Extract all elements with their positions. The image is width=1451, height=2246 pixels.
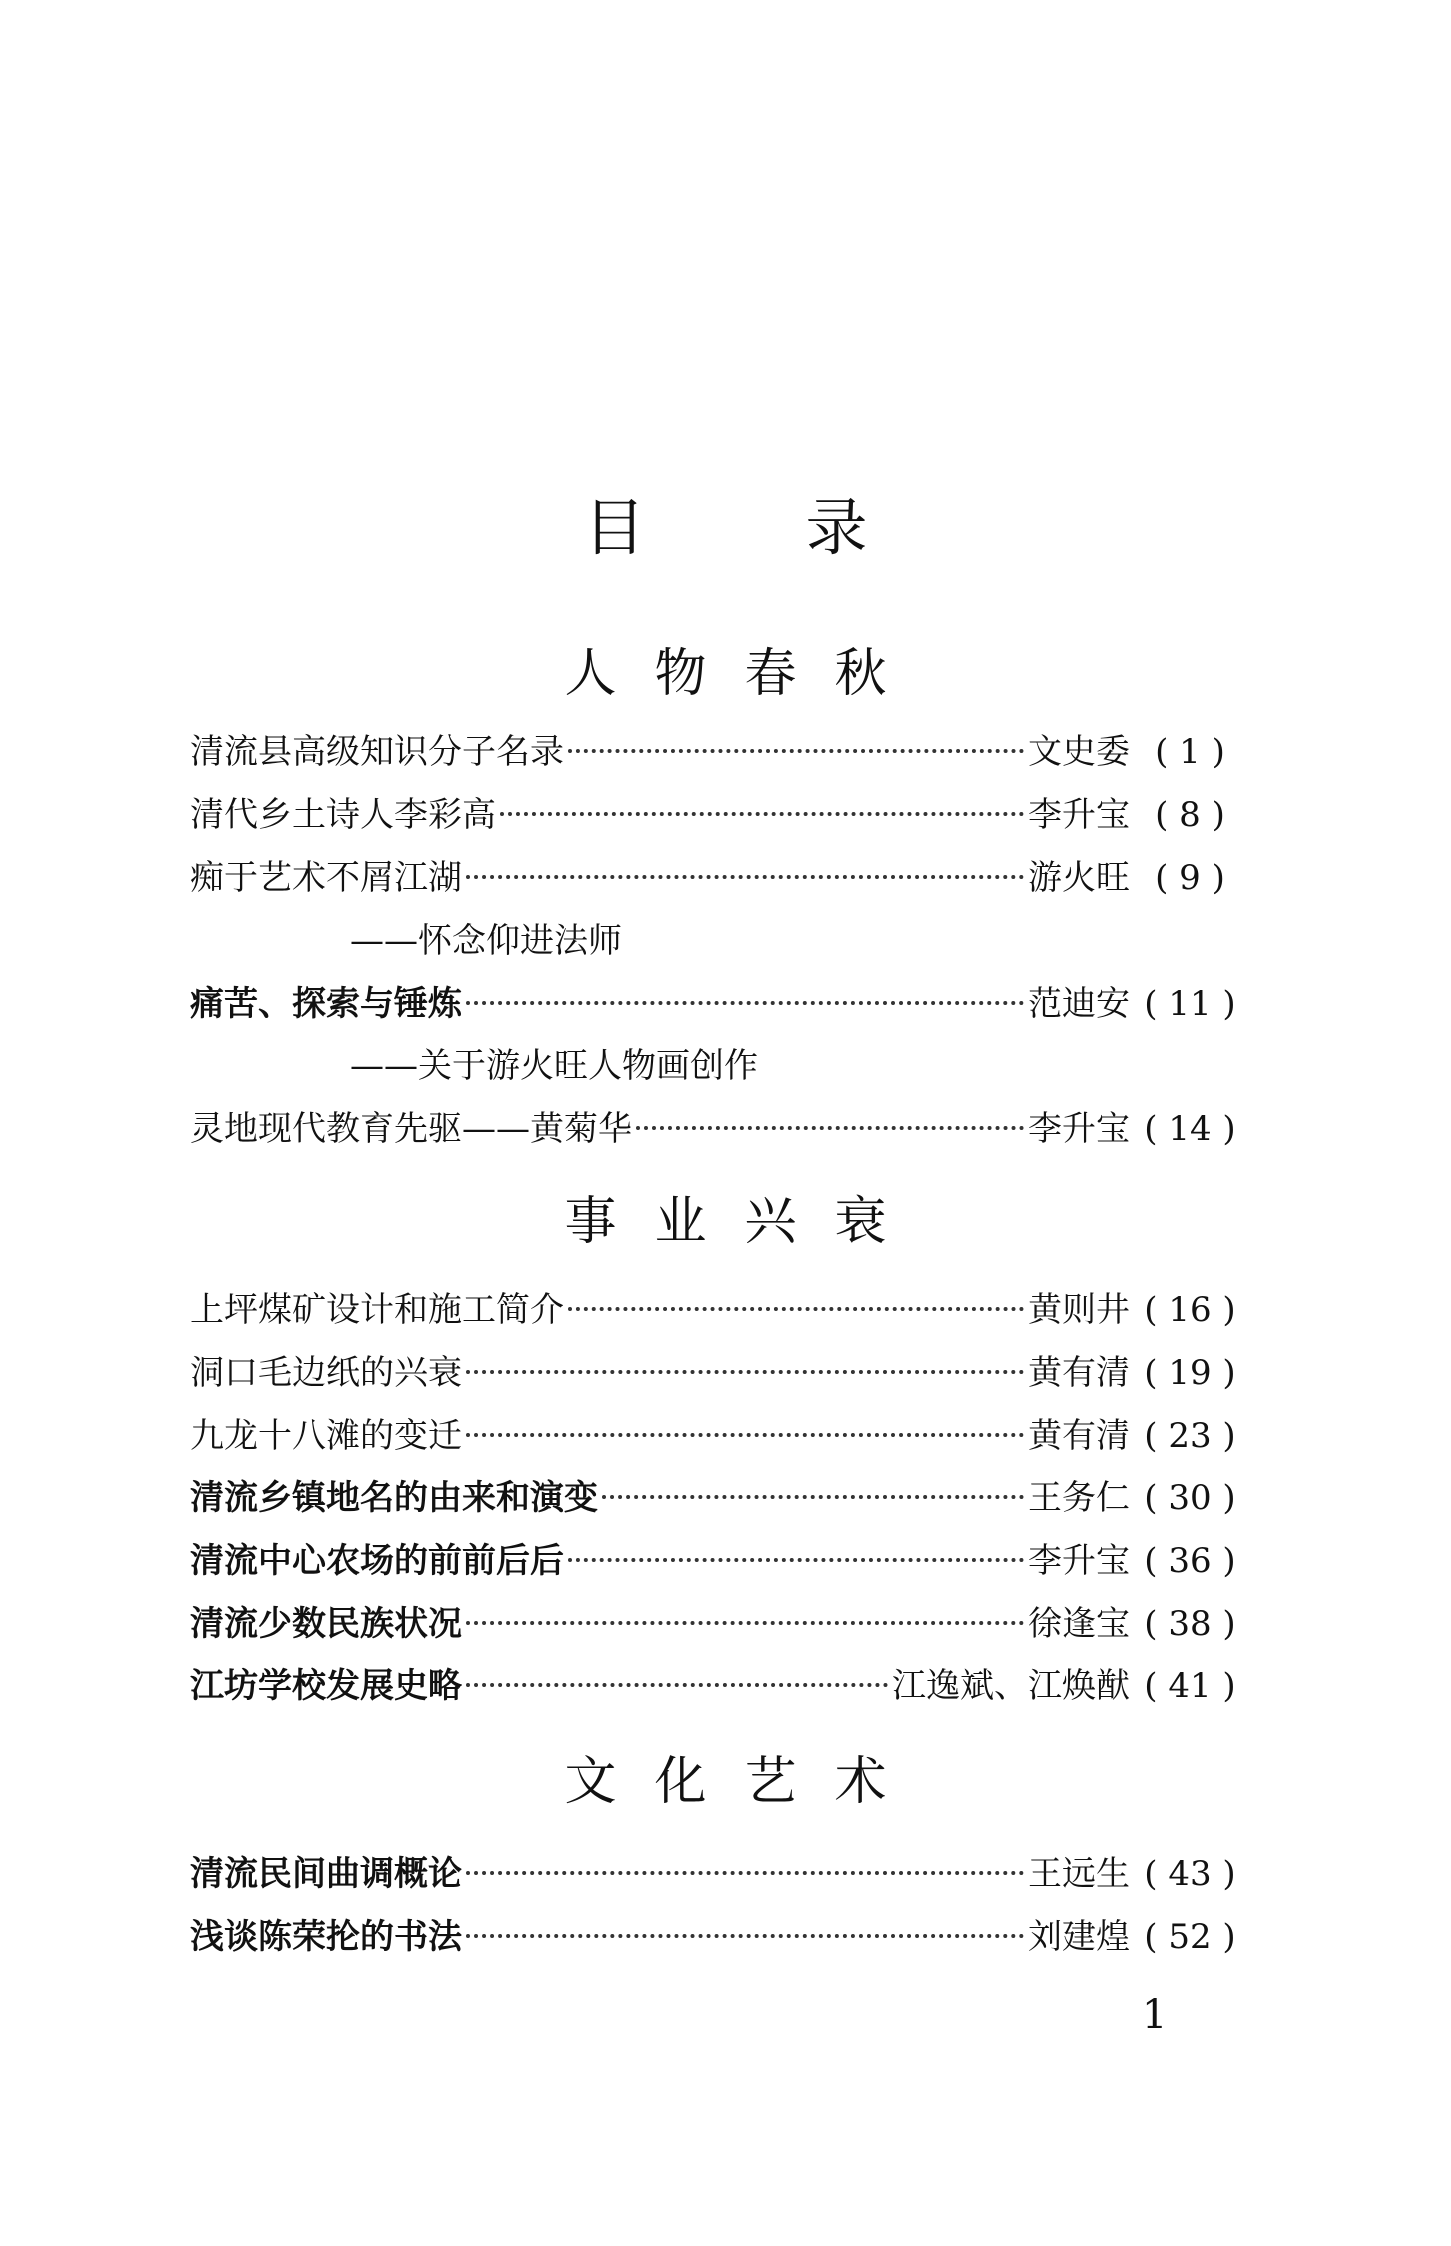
toc-entry[interactable] [190, 726, 1250, 778]
entry-author: 黄有清 [1028, 1416, 1130, 1456]
toc-entry[interactable] [190, 1660, 1250, 1712]
entry-page: ( 23 ) [1144, 1416, 1236, 1456]
entry-title: 清流县高级知识分子名录 [190, 732, 564, 772]
leader-dots [636, 1126, 1024, 1130]
toc-entry[interactable] [190, 1535, 1250, 1587]
toc-entry[interactable] [190, 789, 1250, 841]
entry-page: ( 14 ) [1144, 1109, 1236, 1149]
toc-entry[interactable] [190, 1848, 1250, 1900]
leader-dots [602, 1495, 1024, 1499]
entry-page: ( 36 ) [1144, 1541, 1236, 1581]
toc-entry[interactable] [190, 1911, 1250, 1963]
leader-dots [466, 875, 1024, 879]
toc-entry[interactable] [190, 1103, 1250, 1155]
entry-page: ( 19 ) [1144, 1353, 1236, 1393]
leader-dots [466, 1683, 888, 1687]
entry-title: 痴于艺术不屑江湖 [190, 858, 462, 898]
entry-author: 李升宝 [1028, 795, 1130, 835]
toc-entry[interactable] [190, 1284, 1250, 1336]
entry-subtitle: ——怀念仰进法师 [350, 921, 622, 961]
entry-title: 清流民间曲调概论 [190, 1854, 462, 1894]
entry-author: 黄则井 [1028, 1290, 1130, 1330]
entry-title: 清流少数民族状况 [190, 1604, 462, 1644]
leader-dots [568, 749, 1024, 753]
leader-dots [466, 1621, 1024, 1625]
entry-author: 范迪安 [1028, 984, 1130, 1024]
entry-author: 刘建煌 [1028, 1917, 1130, 1957]
entry-author: 文史委 [1028, 732, 1130, 772]
entry-page: ( 41 ) [1144, 1666, 1236, 1706]
toc-entry[interactable] [190, 1472, 1250, 1524]
entry-title: 九龙十八滩的变迁 [190, 1416, 462, 1456]
page-number: 1 [1142, 1992, 1168, 2038]
entry-page: ( 9 ) [1155, 858, 1225, 898]
page-title: 目录 [583, 490, 1028, 564]
leader-dots [568, 1558, 1024, 1562]
entry-page: ( 43 ) [1144, 1854, 1236, 1894]
entry-page: ( 52 ) [1144, 1917, 1236, 1957]
entry-title: 洞口毛边纸的兴衰 [190, 1353, 462, 1393]
entry-author: 江逸斌、江焕猷 [892, 1666, 1130, 1706]
leader-dots [466, 1370, 1024, 1374]
section-heading: 文化艺术 [564, 1752, 925, 1812]
leader-dots [466, 1934, 1024, 1938]
entry-title: 灵地现代教育先驱——黄菊华 [190, 1109, 632, 1149]
entry-author: 李升宝 [1028, 1109, 1130, 1149]
entry-title: 痛苦、探索与锤炼 [190, 984, 462, 1024]
entry-title: 清流乡镇地名的由来和演变 [190, 1478, 598, 1518]
entry-title: 清代乡土诗人李彩高 [190, 795, 496, 835]
toc-entry[interactable] [190, 1598, 1250, 1650]
leader-dots [466, 1433, 1024, 1437]
entry-page: ( 11 ) [1144, 984, 1236, 1024]
toc-entry[interactable] [190, 1410, 1250, 1462]
entry-author: 王务仁 [1028, 1478, 1130, 1518]
leader-dots [466, 1871, 1024, 1875]
entry-page: ( 16 ) [1144, 1290, 1236, 1330]
entry-author: 王远生 [1028, 1854, 1130, 1894]
entry-page: ( 8 ) [1155, 795, 1225, 835]
entry-page: ( 38 ) [1144, 1604, 1236, 1644]
toc-entry[interactable] [190, 1347, 1250, 1399]
leader-dots [568, 1307, 1024, 1311]
entry-title: 浅谈陈荣抡的书法 [190, 1917, 462, 1957]
entry-page: ( 30 ) [1144, 1478, 1236, 1518]
leader-dots [466, 1001, 1024, 1005]
entry-title: 清流中心农场的前前后后 [190, 1541, 564, 1581]
toc-entry[interactable] [190, 978, 1250, 1030]
entry-author: 黄有清 [1028, 1353, 1130, 1393]
entry-author: 李升宝 [1028, 1541, 1130, 1581]
section-heading: 事业兴衰 [564, 1192, 925, 1252]
entry-page: ( 1 ) [1155, 732, 1225, 772]
section-heading: 人物春秋 [564, 644, 925, 704]
toc-entry[interactable] [190, 852, 1250, 904]
leader-dots [500, 812, 1024, 816]
entry-title: 江坊学校发展史略 [190, 1666, 462, 1706]
entry-subtitle: ——关于游火旺人物画创作 [350, 1046, 758, 1086]
entry-title: 上坪煤矿设计和施工简介 [190, 1290, 564, 1330]
entry-author: 徐逢宝 [1028, 1604, 1130, 1644]
entry-author: 游火旺 [1028, 858, 1130, 898]
